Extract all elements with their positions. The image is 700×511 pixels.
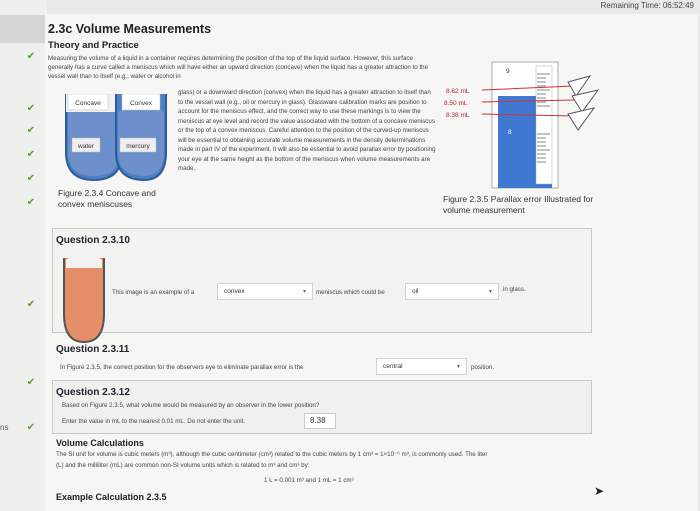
cursor-icon: ➤ (594, 484, 605, 498)
remaining-time: Remaining Time: 06:52:49 (600, 1, 694, 10)
scale-8: 8 (508, 129, 512, 136)
liquid-select[interactable] (405, 283, 499, 300)
question-2-3-10 (52, 228, 592, 333)
meniscus-paragraph: glass) or a downward direction (convex) when the liquid has a greater attraction to itself than to the vessel wall (e.g., oil or mercury in glass). Glassware calibration marks are position to account for the meniscus effect, and the correct way to use these markings is to view the meniscus at eye level and record the value associated with the bottom of a concave meniscus or the top of a convex meniscus. Careful attention to the position of the curved-up meniscus will be essential to obtaining accurate volume measurements in the density determinations made in part IV of the experiment. It will also be essential to avoid parallax error by positioning your eye at the same height as the bottom of the meniscus when volume measurements are made. (178, 89, 436, 172)
intro-text: Measuring the volume of a liquid in a container requires determining the position of the top of the liquid surface. However, this surface generally has a curve called a meniscus which will have either an upward direction (concave) when the liquid has a greater attraction to the vessel wall than to itself (e.g., water or alcohol in (48, 55, 429, 80)
q2312-line1: Based on Figure 2.3.5, what volume would be measured by an observer in the lower position? (62, 402, 320, 409)
check-icon: ✔ (26, 173, 36, 184)
left-rail (0, 0, 47, 511)
q2311-text-before: In Figure 2.3.5, the correct position for the observers eye to eliminate parallax error is the (60, 364, 304, 371)
reading-low: 8.38 mL (446, 112, 470, 119)
volume-line1: The SI unit for volume is cubic meters (m³), although the cubic centimeter (cm³) related to the cubic meters by 1 cm³ = 1×10⁻⁶ m³, is commonly used. The liter (56, 451, 488, 458)
check-icon: ✔ (26, 422, 36, 433)
chevron-down-icon: ▾ (488, 289, 492, 295)
q2310-text-before: This image is an example of a (112, 289, 195, 296)
chevron-down-icon: ▾ (302, 289, 306, 295)
meniscus-type-value: convex (224, 288, 245, 295)
convex-beaker-figure (60, 258, 108, 346)
reading-high: 8.62 mL (446, 88, 470, 95)
q2312-line2: Enter the value in mL to the nearest 0.01 mL. Do not enter the unit. (62, 418, 246, 425)
volume-calculations-title: Volume Calculations (56, 438, 144, 448)
volume-answer-input[interactable]: 8.38 (304, 413, 336, 429)
meniscus-figure (60, 94, 172, 182)
check-icon: ✔ (26, 149, 36, 160)
example-title: Example Calculation 2.3.5 (56, 492, 167, 502)
volume-equation: 1 L = 0.001 m³ and 1 mL = 1 cm³ (264, 477, 354, 484)
reading-mid: 8.50 mL (444, 100, 468, 107)
check-icon: ✔ (26, 51, 36, 62)
volume-line2: (L) and the milliliter (mL) are common non-SI volume units which is related to m³ and cm³ by: (56, 462, 310, 469)
scale-9: 9 (506, 68, 510, 75)
parallax-figure (438, 56, 608, 192)
rail-label: ns (0, 423, 9, 432)
question-title: Question 2.3.11 (56, 344, 130, 355)
page-title: 2.3c Volume Measurements (48, 22, 212, 36)
check-icon: ✔ (26, 125, 36, 136)
question-title: Question 2.3.12 (56, 387, 130, 398)
liquid-select-value: oil (412, 288, 419, 295)
check-icon: ✔ (26, 299, 36, 310)
q2310-text-mid: meniscus which could be (316, 289, 385, 296)
figure-2-3-5-caption: Figure 2.3.5 Parallax error Illustrated for volume measurement (443, 194, 594, 215)
check-icon: ✔ (26, 103, 36, 114)
q2311-text-after: position. (471, 364, 495, 371)
check-icon: ✔ (26, 377, 36, 388)
check-icon: ✔ (26, 197, 36, 208)
water-label: water (78, 143, 94, 150)
question-title: Question 2.3.10 (56, 235, 130, 246)
mercury-label: mercury (126, 143, 150, 150)
concave-label: Concave (75, 100, 101, 107)
figure-2-3-4-caption: Figure 2.3.4 Concave and convex meniscuses (58, 188, 156, 209)
eye-position-value: central (383, 363, 403, 370)
q2310-text-after: in glass. (503, 286, 526, 293)
eye-position-select[interactable] (376, 358, 467, 375)
meniscus-type-select[interactable] (217, 283, 313, 300)
rail-active-tab[interactable] (0, 15, 47, 43)
chevron-down-icon: ▾ (456, 364, 460, 370)
convex-label: Convex (129, 100, 153, 107)
section-subtitle: Theory and Practice (48, 40, 139, 51)
